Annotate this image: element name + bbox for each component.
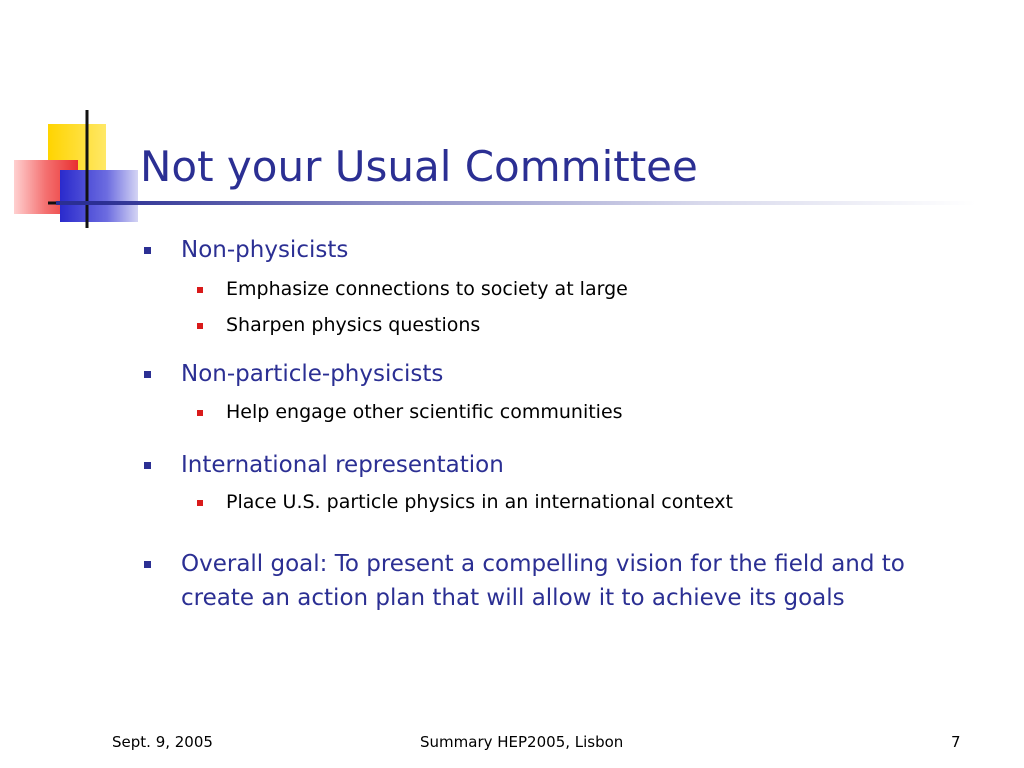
bullet-non-particle-physicists <box>181 357 443 391</box>
bullet-text: Non-particle-physicists <box>181 361 444 387</box>
bullet-text: Overall goal: To present a compelling vision for the field and to create an action plan that will allow it to achieve its goals <box>181 551 905 611</box>
sub-bullet-text: Sharpen physics questions <box>226 314 481 336</box>
bullet-overall-goal <box>181 547 941 615</box>
sub-bullet-text: Place U.S. particle physics in an international context <box>226 491 733 513</box>
bullet-non-physicists <box>181 233 348 267</box>
sub-bullet-square-icon <box>197 323 203 329</box>
bullet-square-icon <box>144 247 151 254</box>
sub-bullet <box>226 398 623 426</box>
bullet-text: International representation <box>181 452 504 478</box>
sub-bullet-text: Emphasize connections to society at large <box>226 278 628 300</box>
bullet-international-representation <box>181 448 504 482</box>
sub-bullet-text: Help engage other scientific communities <box>226 401 623 423</box>
bullet-square-icon <box>144 462 151 469</box>
footer-date: Sept. 9, 2005 <box>112 733 213 751</box>
sub-bullet-square-icon <box>197 287 203 293</box>
sub-bullet-square-icon <box>197 500 203 506</box>
bullet-square-icon <box>144 561 151 568</box>
bullet-text: Non-physicists <box>181 237 349 263</box>
sub-bullet <box>226 311 480 339</box>
footer-event: Summary HEP2005, Lisbon <box>420 733 624 751</box>
slide-title: Not your Usual Committee <box>140 142 698 191</box>
sub-bullet <box>226 275 628 303</box>
bullet-square-icon <box>144 371 151 378</box>
sub-bullet <box>226 488 733 516</box>
sub-bullet-square-icon <box>197 410 203 416</box>
slide-number: 7 <box>951 733 961 751</box>
